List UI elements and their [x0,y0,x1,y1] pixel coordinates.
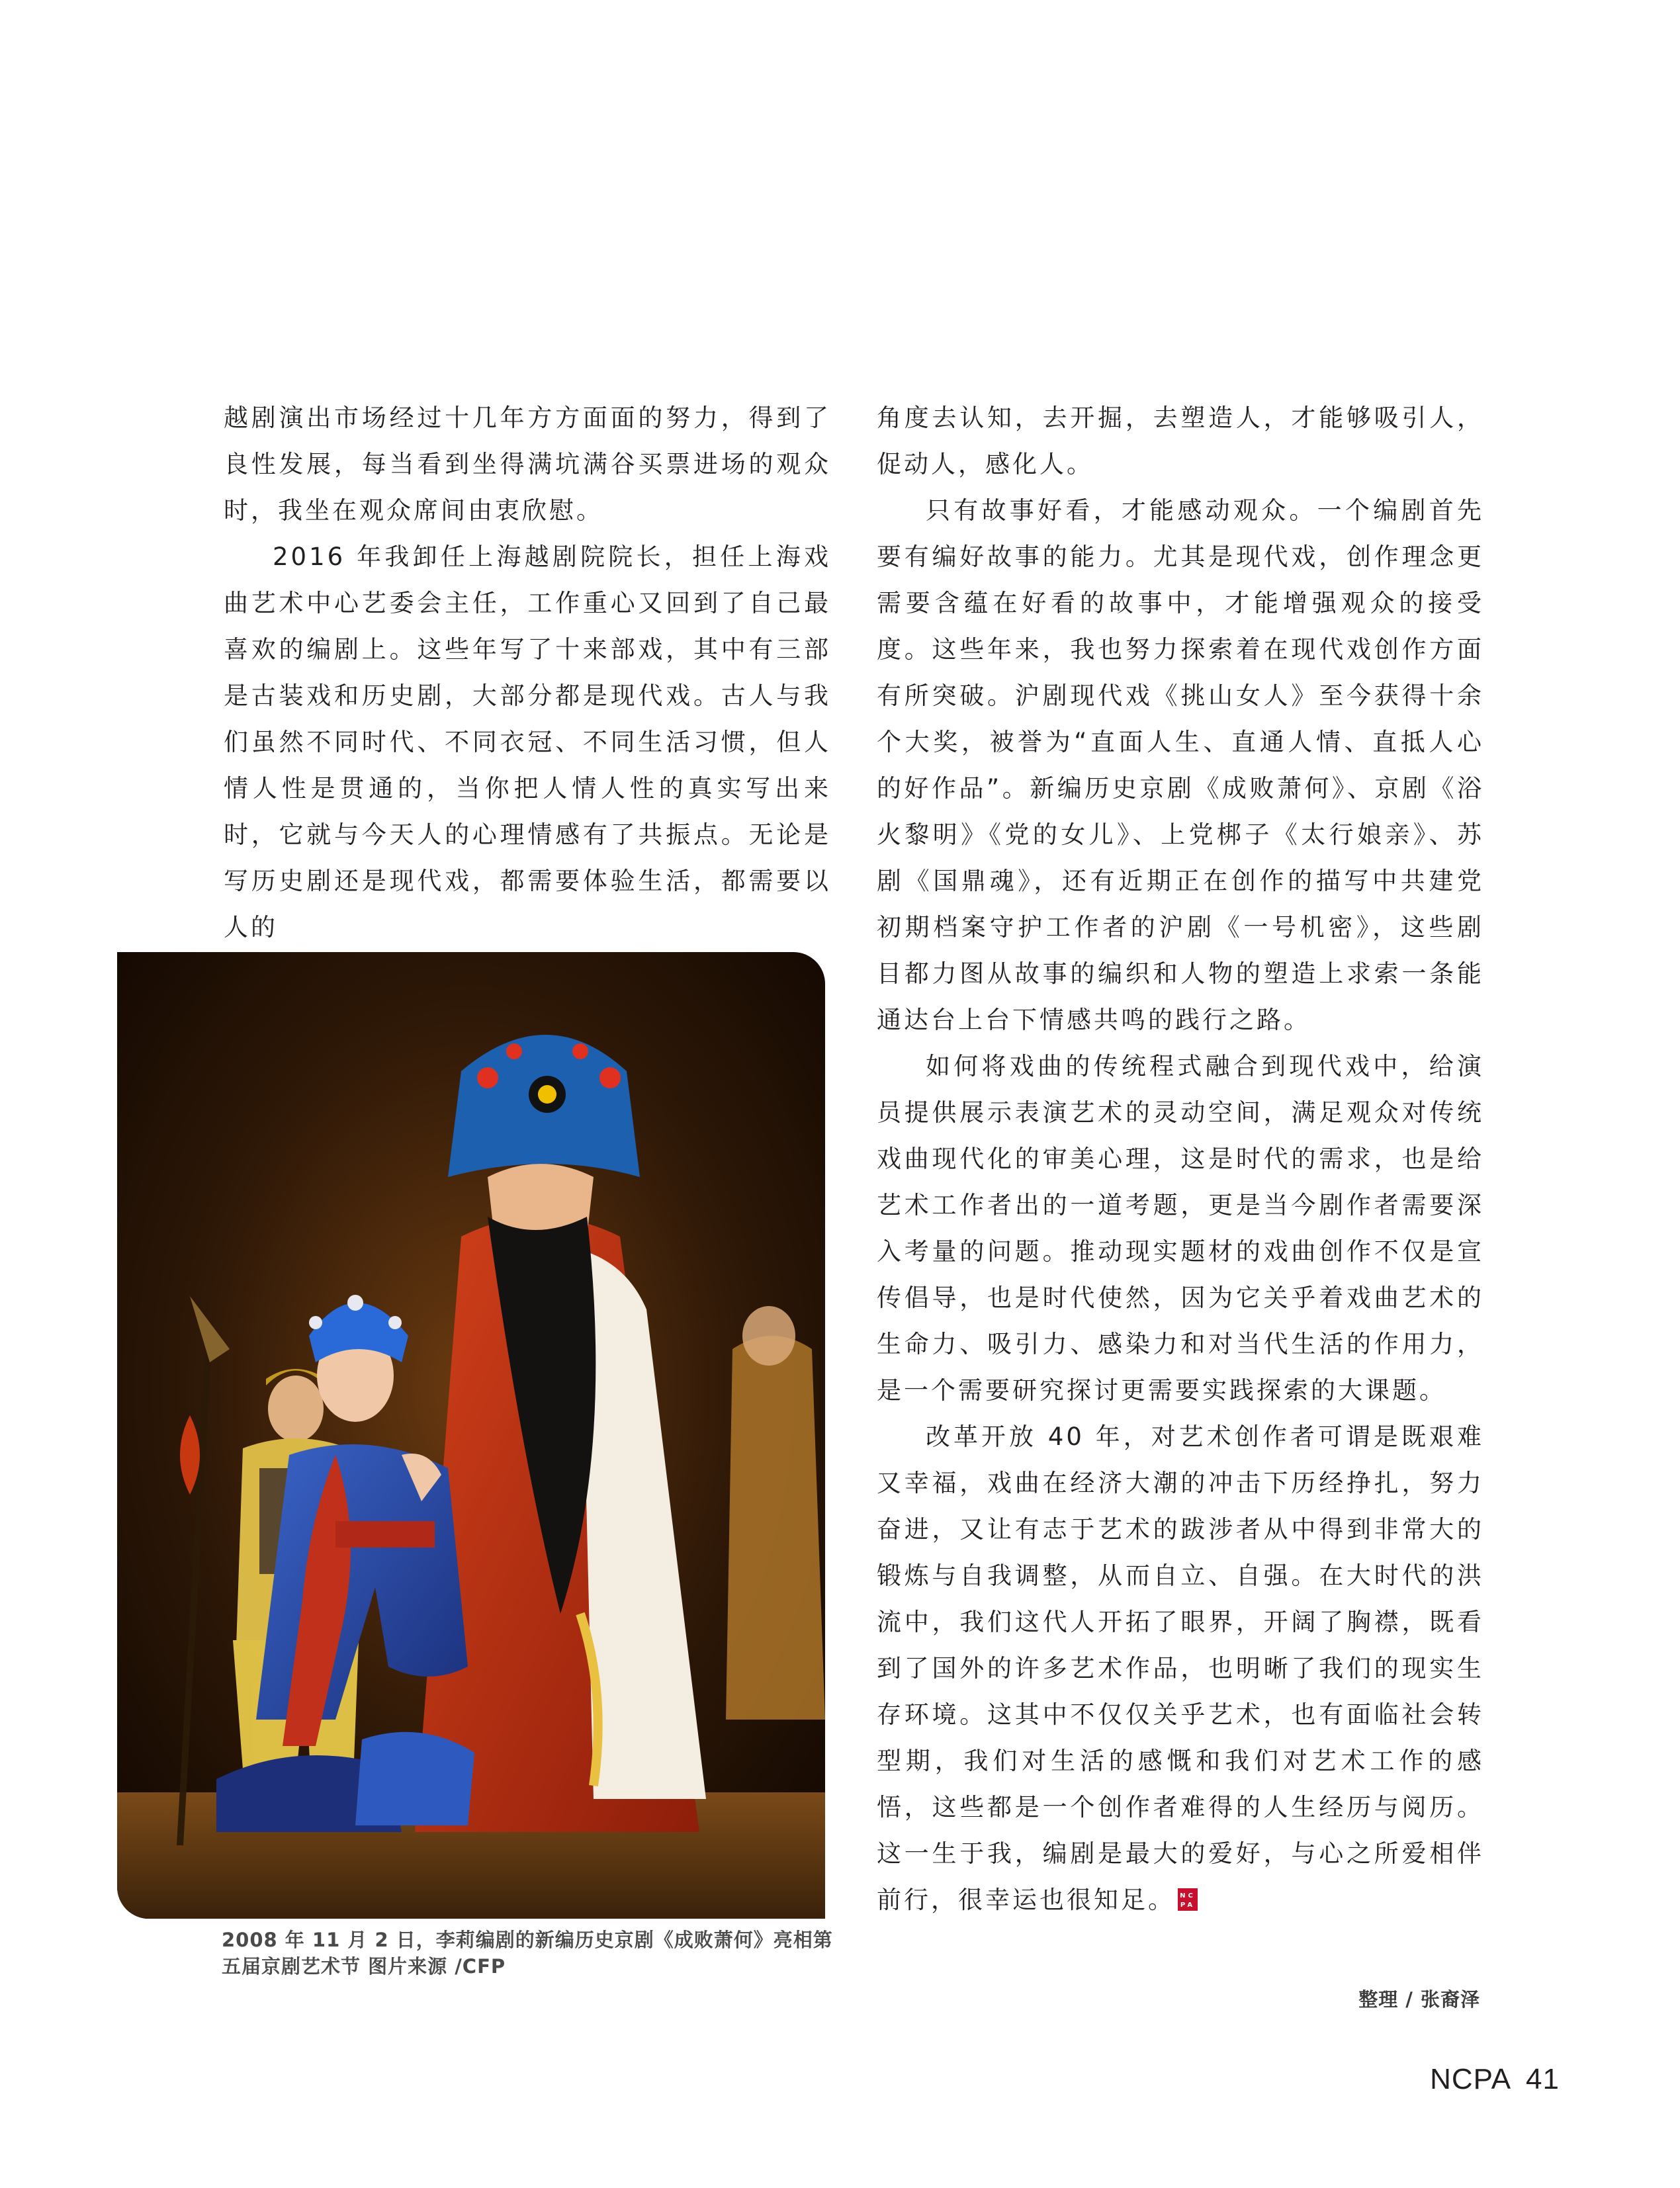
svg-text:PA: PA [1180,1902,1196,1909]
last-paragraph [877,1414,1484,1923]
page-number: 41 [1526,2063,1560,2095]
paragraph: 如何将戏曲的传统程式融合到现代戏中，给演员提供展示表演艺术的灵动空间，满足观众对传统戏曲现代化的审美心理，这是时代的需求，也是给艺术工作者出的一道考题，更是当今剧作者需要深入考量的问题。推动现实题材的戏曲创作不仅是宣传倡导，也是时代使然，因为它关乎着戏曲艺术的生命力、吸引力、感染力和对当代生活的作用力，是一个需要研究探讨更需要实践探索的大课题。 [877,1052,1484,1405]
paragraph: 角度去认知，去开掘，去塑造人，才能够吸引人，促动人，感化人。 [877,404,1484,478]
article-column-left [224,395,831,951]
paragraph: 2016 年我卸任上海越剧院院长，担任上海戏曲艺术中心艺委会主任，工作重心又回到了自己最喜欢的编剧上。这些年写了十来部戏，其中有三部是古装戏和历史剧，大部分都是现代戏。古人与我们虽然不同时代、不同衣冠、不同生活习惯，但人情人性是贯通的，当你把人情人性的真实写出来时，它就与今天人的心理情感有了共振点。无论是写历史剧还是现代戏，都需要体验生活，都需要以人的 [224,543,831,941]
editor-credit: 整理 / 张裔泽 [1358,1988,1480,2011]
paragraph: 越剧演出市场经过十几年方方面面的努力，得到了良性发展，每当看到坐得满坑满谷买票进场的观众时，我坐在观众席间由衷欣慰。 [224,404,831,525]
paragraph-text: 改革开放 40 年，对艺术创作者可谓是既艰难又幸福，戏曲在经济大潮的冲击下历经挣扎，努力奋进，又让有志于艺术的跋涉者从中得到非常大的锻炼与自我调整，从而自立、自强。在大时代的洪流中，我们这代人开拓了眼界，开阔了胸襟，既看到了国外的许多艺术作品，也明晰了我们的现实生存环境。这其中不仅仅关乎艺术，也有面临社会转型期，我们对生活的感慨和我们对艺术工作的感悟，这些都是一个创作者难得的人生经历与阅历。这一生于我，编剧是最大的爱好，与心之所爱相伴前行，很幸运也很知足。 [877,1422,1484,1914]
paragraph: 只有故事好看，才能感动观众。一个编剧首先要有编好故事的能力。尤其是现代戏，创作理念更需要含蕴在好看的故事中，才能增强观众的接受度。这些年来，我也努力探索着在现代戏创作方面有所突破。沪剧现代戏《挑山女人》至今获得十余个大奖，被誉为“直面人生、直通人情、直抵人心的好作品”。新编历史京剧《成败萧何》、京剧《浴火黎明》《党的女儿》、上党梆子《太行娘亲》、苏剧《国鼎魂》，还有近期正在创作的描写中共建党初期档案守护工作者的沪剧《一号机密》，这些剧目都力图从故事的编织和人物的塑造上求索一条能通达台上台下情感共鸣的践行之路。 [877,496,1484,1034]
photo-caption: 2008 年 11 月 2 日，李莉编剧的新编历史京剧《成败萧何》亮相第五届京剧艺术节 图片来源 /CFP [222,1929,833,1978]
svg-text:NC: NC [1180,1892,1196,1900]
page-folio [1430,2063,1560,2096]
ncpa-seal-icon [1178,1888,1198,1911]
article-column-right [877,395,1484,1923]
opera-stage-photo [117,952,825,1919]
magazine-name: NCPA [1430,2063,1512,2095]
